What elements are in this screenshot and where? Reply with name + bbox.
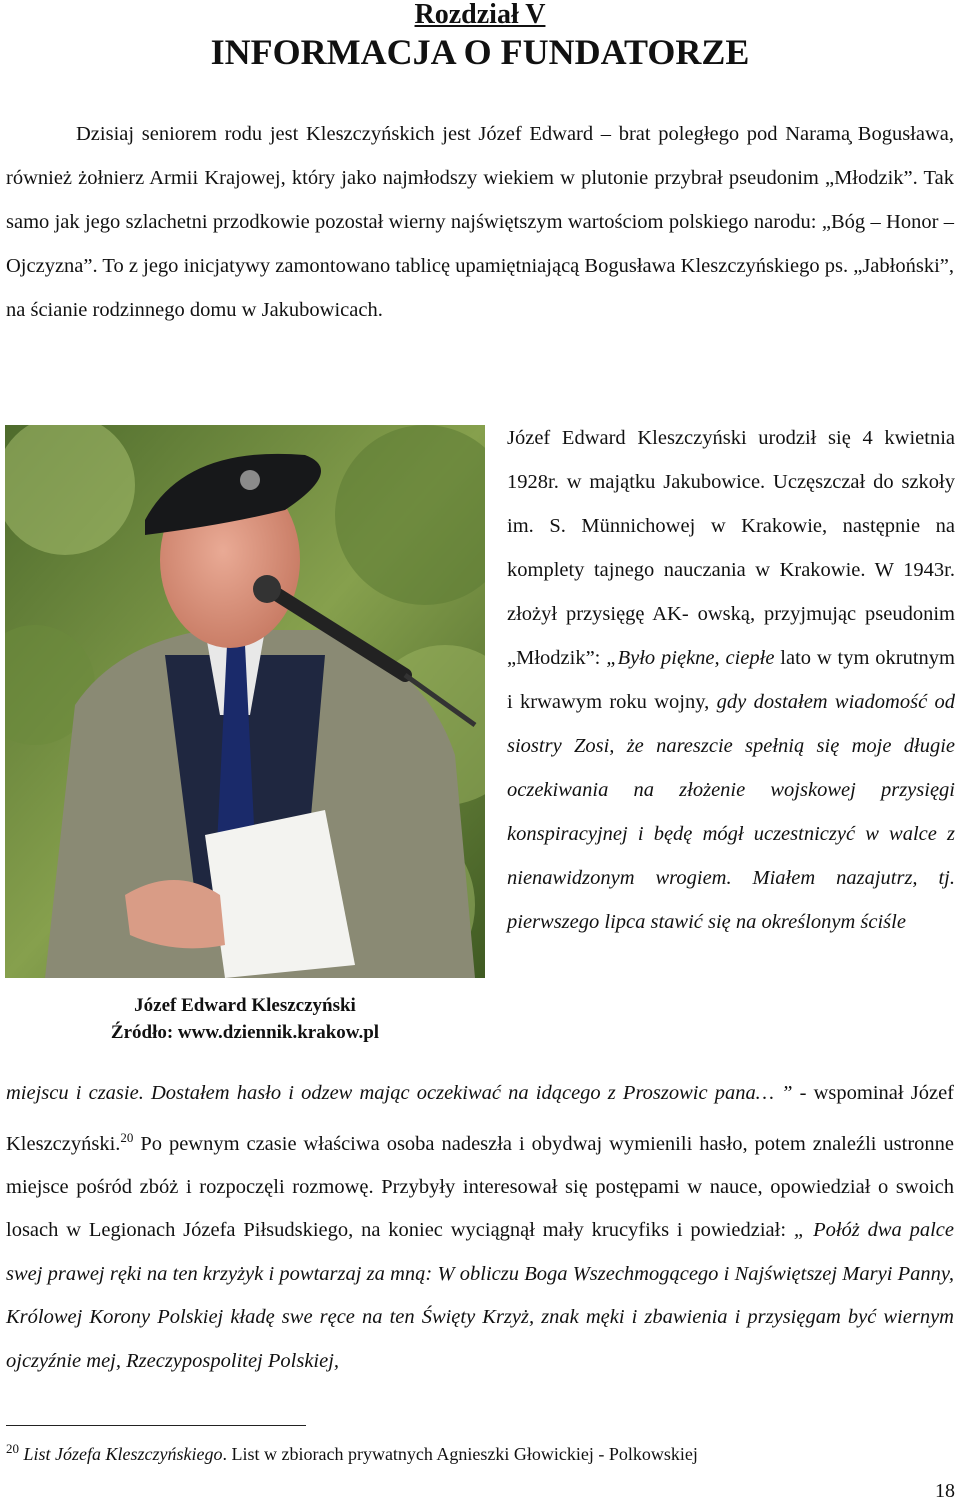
- photo-caption: [0, 992, 490, 1046]
- side-quote-1: „Było piękne, ciepłe: [606, 647, 775, 669]
- side-quote-2: gdy dostałem wiadomość od siostry Zosi, że nareszcie spełnią się moje długie oczekiwania na złożenie wojskowej przysięgi konspiracyjnej i będę mógł uczestniczyć w walce z nienawidzonym wrogiem. Miałem nazajutrz, tj. pierwszego lipca stawić się na określonym ściśle: [507, 691, 956, 933]
- intro-text: Dzisiaj seniorem rodu jest Kleszczyńskich jest Józef Edward – brat poległego pod Narama̧ Bogusława, również żołnierz Armii Krajowej, który jako najmłodszy wiekiem w plutonie przybrał pseudonim „Młodzik”. Tak samo jak jego szlachetni przodkowie pozostał wierny najświętszym wartościom polskiego narodu: „Bóg – Honor – Ojczyzna”. To z jego inicjatywy zamontowano tablicę upamiętniającą Bogusława Kleszczyńskiego ps. „Jabłoński”, na ścianie rodzinnego domu w Jakubowicach.: [6, 123, 954, 321]
- portrait-photo: [5, 425, 485, 978]
- bottom-paragraph: [6, 1072, 954, 1383]
- bottom-quote-2: „ Połóż dwa palce swej prawej ręki na ten krzyżyk i powtarzaj za mną: W obliczu Boga Wszechmogącego i Najświętszej Maryi Panny, Królowej Korony Polskiej kładę swe ręce na ten Święty Krzyż, znak męki i zbawienia i przysięgam być wiernym ojczyźnie mej, Rzeczypospolitej Polskiej,: [6, 1219, 955, 1372]
- intro-paragraph: [6, 112, 954, 332]
- footnote-text: . List w zbiorach prywatnych Agnieszki Głowickiej - Polkowskiej: [222, 1444, 698, 1464]
- footnote: [6, 1436, 954, 1467]
- footnote-number: 20: [6, 1441, 19, 1456]
- caption-name: Józef Edward Kleszczyński: [134, 995, 356, 1016]
- bottom-quote-1: miejscu i czasie. Dostałem hasło i odzew mając oczekiwać na idącego z Proszowic pana… ”: [6, 1082, 793, 1104]
- caption-source: Źródło: www.dziennik.krakow.pl: [110, 1022, 380, 1043]
- footnote-reference[interactable]: 20: [120, 1129, 134, 1145]
- chapter-heading: Rozdział V: [414, 0, 546, 30]
- footnote-divider: [6, 1425, 306, 1426]
- bottom-text-1: - wspominał Józef Kleszczyński.: [6, 1082, 954, 1155]
- page-title: INFORMACJA O FUNDATORZE: [210, 32, 750, 72]
- side-text-2: lato w tym okrutnym i krwawym roku wojny,: [507, 647, 955, 713]
- side-paragraph: [507, 416, 955, 944]
- bottom-text-2: Po pewnym czasie właściwa osoba nadeszła i obydwaj wymienili hasło, potem znaleźli ustronne miejsce pośród zbóż i rozpoczęli rozmowę. Przybyły interesował się postępami w nauce, opowiedział o swoich losach w Legionach Józefa Piłsudskiego, na koniec wyciągnął mały krucyfiks i powiedział:: [6, 1132, 954, 1242]
- photo-illustration: [5, 425, 485, 978]
- page-number: 18: [935, 1480, 955, 1502]
- side-text-1: Józef Edward Kleszczyński urodził się 4 kwietnia 1928r. w majątku Jakubowice. Uczęszczał do szkoły im. S. Münnichowej w Krakowie, następnie na komplety tajnego nauczania w Krakowie. W 1943r. złożył przysięgę AK- owską, przyjmując pseudonim „Młodzik”:: [507, 427, 955, 669]
- footnote-italic: List Józefa Kleszczyńskiego: [23, 1444, 223, 1464]
